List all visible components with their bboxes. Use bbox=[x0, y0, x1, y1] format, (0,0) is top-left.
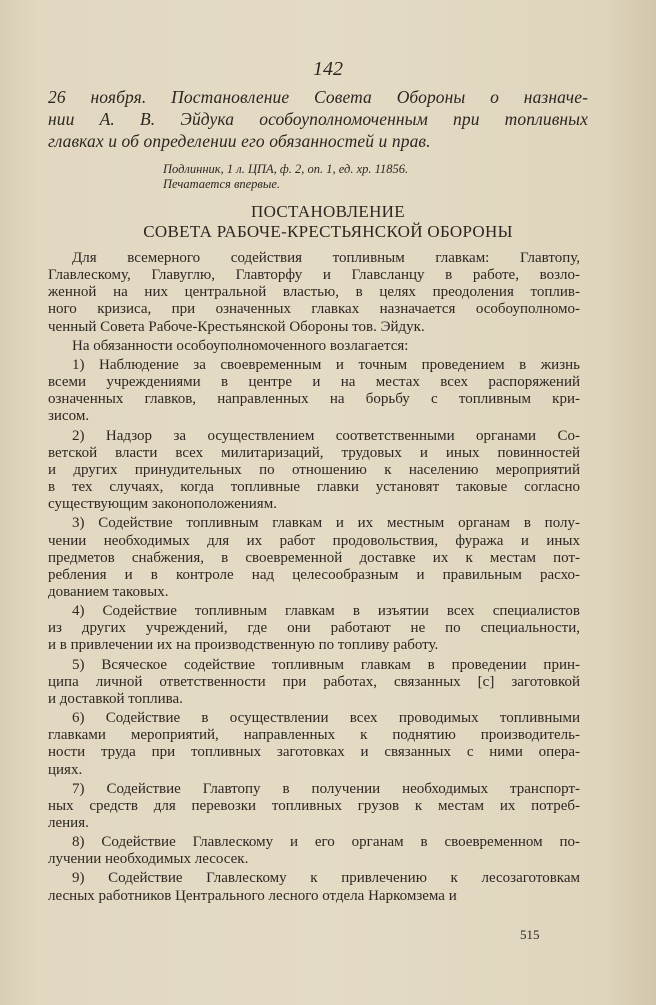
text-line: зисом. bbox=[48, 408, 90, 425]
text-line: в тех случаях, когда топливные главки установят таковые согласно bbox=[48, 479, 580, 496]
source-line: Печатается впервые. bbox=[163, 177, 280, 191]
text-line: циях. bbox=[48, 761, 83, 778]
text-line: ности труда при топливных заготовках и связанных с ними опера- bbox=[48, 744, 580, 761]
text-line: 5) Всяческое содействие топливным главкам в проведении прин- bbox=[72, 656, 580, 673]
text-line: ребления и в контроле над целесообразным и правильным расхо- bbox=[48, 566, 580, 583]
page-number-top: 142 bbox=[313, 58, 343, 80]
text-line: ципа личной ответственности при работах, связанных [с] заготовкой bbox=[48, 673, 580, 690]
paragraph bbox=[48, 515, 580, 601]
text-line: ветской власти всех милитаризаций, трудовых и иных повинностей bbox=[48, 444, 580, 461]
text-line: 3) Содействие топливным главкам и их местным органам в полу- bbox=[72, 515, 580, 532]
paragraph bbox=[48, 250, 580, 336]
page-number-bottom: 515 bbox=[520, 927, 540, 942]
text-line: предметов снабжения, в своевременной доставке их к местам пот- bbox=[48, 549, 580, 566]
text-line: лучении необходимых лесосек. bbox=[48, 851, 249, 868]
text-line: всеми учреждениями в центре и на местах всех распоряжений bbox=[48, 374, 580, 391]
text-line: и других принудительных по отношению к населению мероприятий bbox=[48, 461, 580, 478]
text-line: женной на них центральной властью, в целях преодоления топлив- bbox=[48, 284, 580, 301]
text-line: лесных работников Центрального лесного отдела Наркомзема и bbox=[48, 887, 457, 904]
text-line: ления. bbox=[48, 815, 89, 831]
text-line: 7) Содействие Главтопу в получении необходимых транспорт- bbox=[72, 780, 580, 797]
text-line: 8) Содействие Главлескому и его органам в своевременном по- bbox=[72, 834, 580, 851]
paragraph bbox=[48, 781, 580, 832]
paragraph bbox=[48, 428, 580, 514]
text-line: и в привлечении их на производственную по топливу работу. bbox=[48, 637, 439, 654]
decree-heading bbox=[0, 202, 656, 242]
text-line: 9) Содействие Главлескому к привлечению к лесозаготовкам bbox=[72, 870, 580, 887]
text-line: Для всемерного содействия топливным главкам: Главтопу, bbox=[72, 250, 580, 266]
text-line: главками мероприятий, направленных к поднятию производитель- bbox=[48, 727, 580, 744]
paragraph bbox=[48, 338, 580, 355]
text-line: 1) Наблюдение за своевременным и точным проведением в жизнь bbox=[72, 356, 580, 373]
paragraph bbox=[48, 657, 580, 708]
text-line: 4) Содействие топливным главкам в изъятии всех специалистов bbox=[72, 603, 580, 620]
source-note bbox=[163, 162, 563, 192]
paragraph bbox=[48, 710, 580, 779]
text-line: На обязанности особоуполномоченного возлагается: bbox=[72, 337, 409, 354]
text-line: дованием таковых. bbox=[48, 583, 169, 600]
title-line: главках и об определении его обязанностей и прав. bbox=[48, 131, 431, 151]
text-line: чении необходимых для их работ продовольствия, фуража и иных bbox=[48, 532, 580, 549]
text-line: и доставкой топлива. bbox=[48, 690, 183, 707]
text-line: из других учреждений, где они работают не по специальности, bbox=[48, 620, 580, 637]
paragraph bbox=[48, 870, 580, 904]
heading-line: СОВЕТА РАБОЧЕ-КРЕСТЬЯНСКОЙ ОБОРОНЫ bbox=[143, 222, 513, 241]
text-line: ных средств для перевозки топливных грузов к местам их потреб- bbox=[48, 797, 580, 814]
paragraph bbox=[48, 357, 580, 426]
title-line: нии А. В. Эйдука особоуполномоченным при топливных bbox=[48, 109, 588, 129]
paragraph bbox=[48, 834, 580, 868]
text-line: существующим законоположениям. bbox=[48, 496, 277, 513]
source-line: Подлинник, 1 л. ЦПА, ф. 2, оп. 1, ед. хр. 11856. bbox=[163, 162, 409, 176]
title-line: 26 ноября. Постановление Совета Обороны о назначе- bbox=[48, 87, 588, 107]
text-line: означенных главков, направленных на борьбу с топливным кри- bbox=[48, 391, 580, 408]
heading-line: ПОСТАНОВЛЕНИЕ bbox=[251, 202, 405, 221]
paragraph bbox=[48, 603, 580, 654]
text-line: 2) Надзор за осуществлением соответственными органами Со- bbox=[72, 427, 580, 444]
text-line: 6) Содействие в осуществлении всех проводимых топливными bbox=[72, 710, 580, 727]
text-line: ного кризиса, при означенных главках назначается особоуполномо- bbox=[48, 301, 580, 318]
decree-body bbox=[48, 250, 580, 905]
text-line: Главлескому, Главуглю, Главторфу и Главсланцу в работе, возло- bbox=[48, 267, 580, 284]
text-line: ченный Совета Рабоче-Крестьянской Обороны тов. Эйдук. bbox=[48, 318, 425, 335]
document-title bbox=[48, 86, 588, 152]
